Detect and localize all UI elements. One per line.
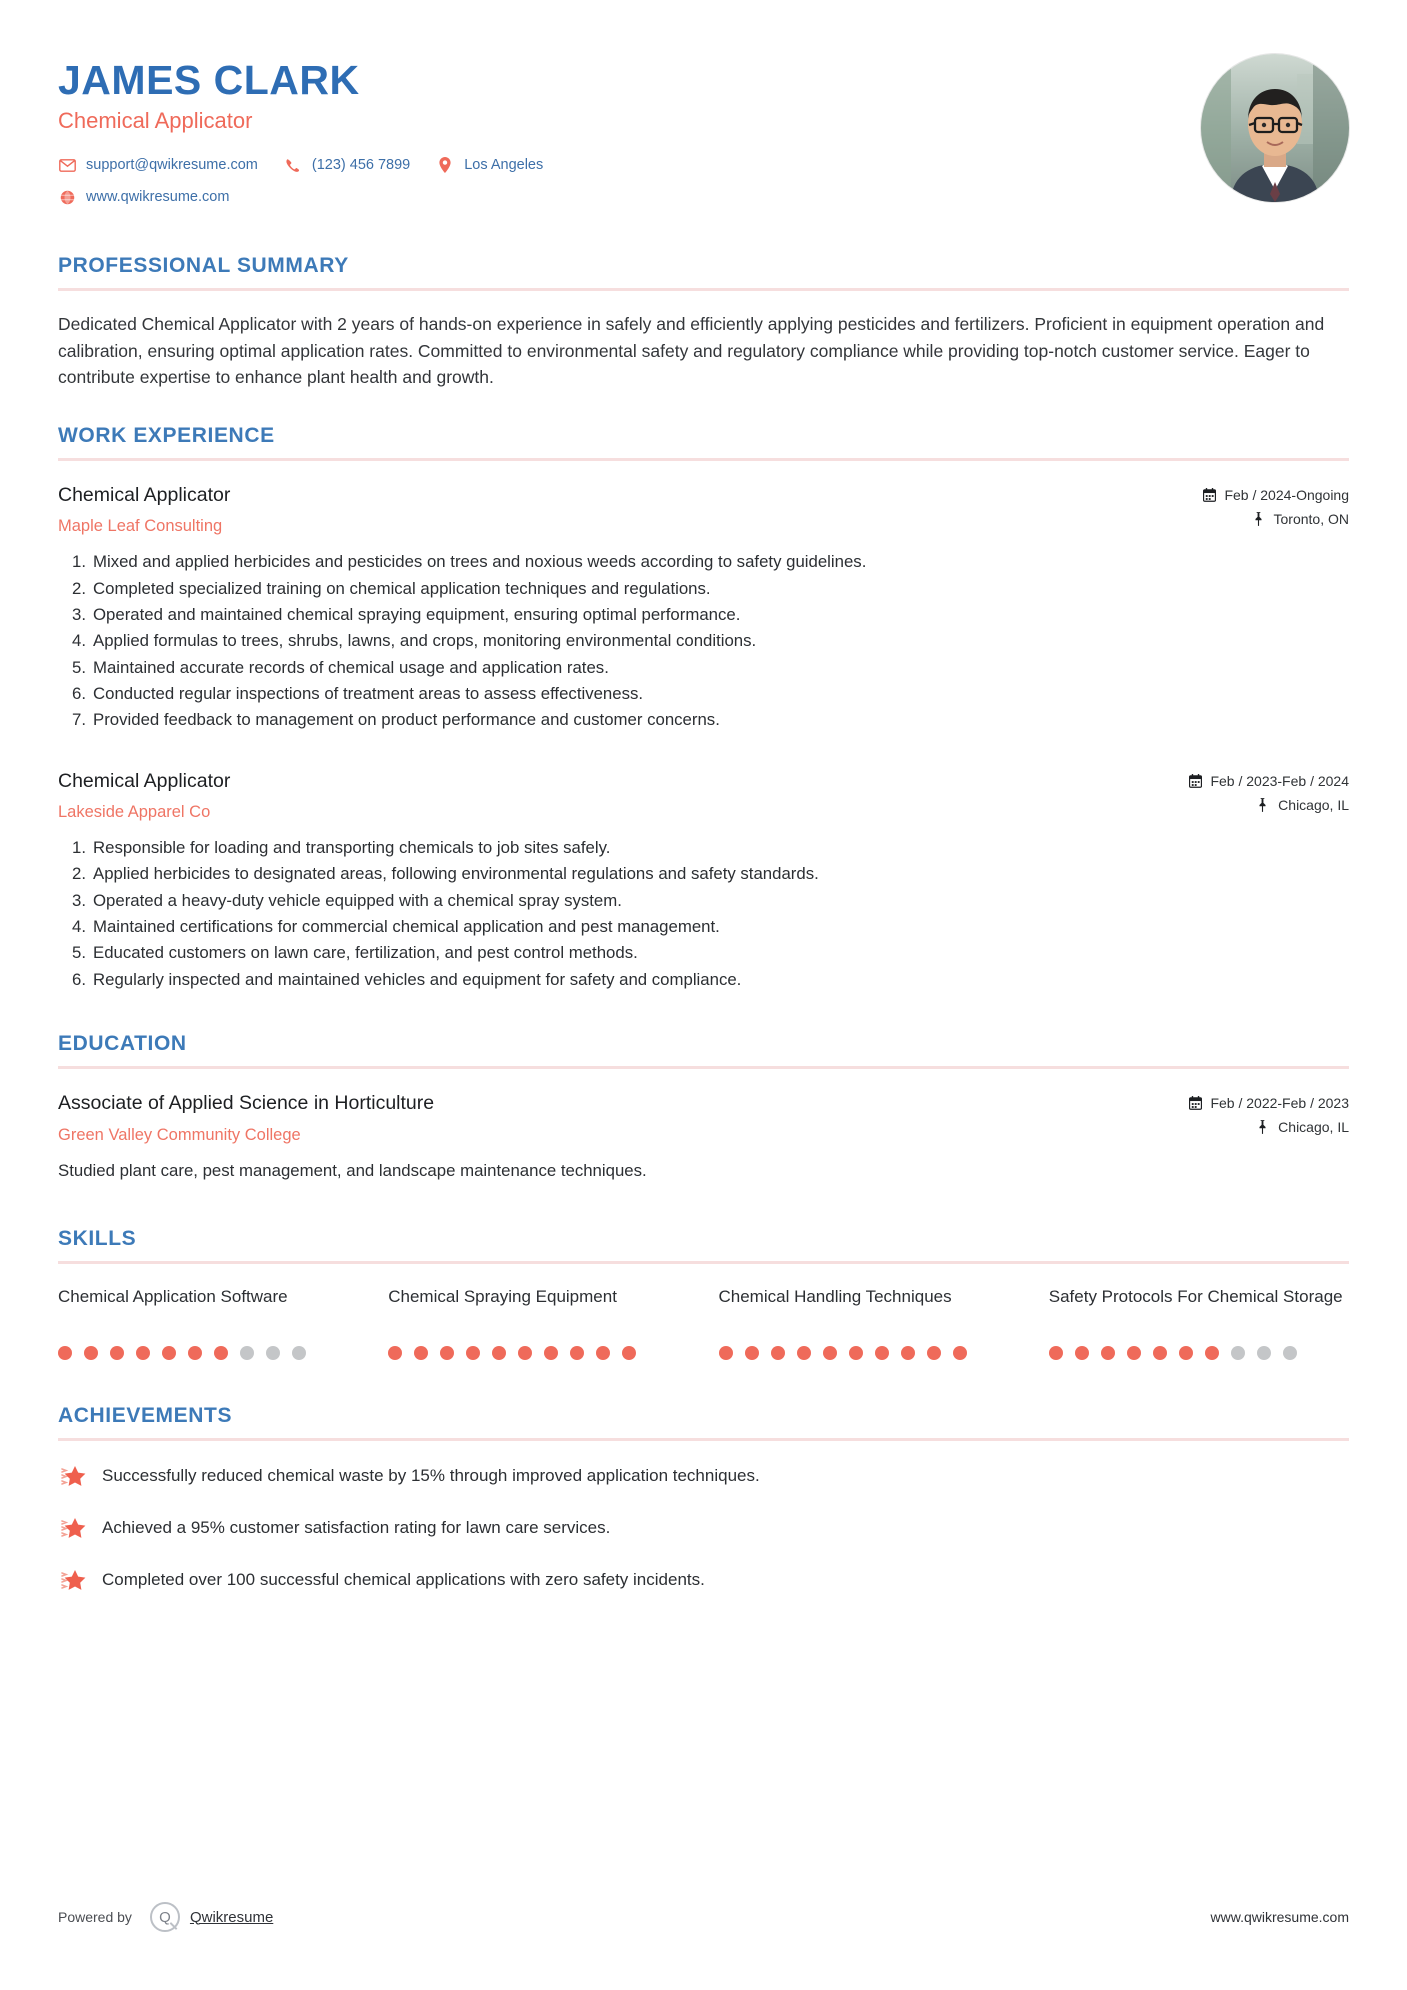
rating-dot-filled — [414, 1346, 428, 1360]
education-entry — [58, 1091, 1349, 1183]
bullet-text: Applied herbicides to designated areas, following environmental regulations and safety standards. — [93, 864, 819, 884]
bullet-text: Provided feedback to management on product performance and customer concerns. — [93, 710, 720, 730]
skill-item — [1049, 1286, 1349, 1360]
bullet-item — [58, 682, 1349, 706]
achievements-list — [58, 1461, 1349, 1595]
globe-icon — [58, 188, 76, 206]
work-date — [1189, 773, 1349, 789]
footer-brand-group — [58, 1902, 273, 1932]
skills-grid — [58, 1286, 1349, 1360]
work-role: Chemical Applicator — [58, 484, 231, 507]
achievement-item — [58, 1565, 1349, 1595]
section-divider — [58, 458, 1349, 461]
rating-dot-filled — [1153, 1346, 1167, 1360]
footer-website[interactable]: www.qwikresume.com — [1210, 1909, 1349, 1925]
rating-dot-filled — [1127, 1346, 1141, 1360]
powered-by-label: Powered by — [58, 1909, 132, 1925]
section-title-summary: PROFESSIONAL SUMMARY — [58, 254, 349, 278]
contact-phone-text: (123) 456 7899 — [311, 157, 411, 174]
rating-dot-filled — [440, 1346, 454, 1360]
bullet-item — [58, 656, 1349, 680]
achievement-text: Completed over 100 successful chemical applications with zero safety incidents. — [102, 1569, 705, 1589]
bullet-item — [58, 862, 1349, 886]
rating-dot-filled — [771, 1346, 785, 1360]
work-date-text: Feb / 2023-Feb / 2024 — [1210, 772, 1349, 789]
bullet-item — [58, 577, 1349, 601]
work-entry-head — [58, 769, 1349, 822]
bullet-number: 4. — [72, 917, 86, 937]
work-role: Chemical Applicator — [58, 769, 231, 792]
resume-header — [58, 8, 1349, 220]
bullet-number: 5. — [72, 657, 86, 677]
rating-dot-empty — [1257, 1346, 1271, 1360]
contact-email[interactable] — [58, 156, 258, 174]
education-location-text: Chicago, IL — [1278, 1119, 1349, 1136]
education-date-text: Feb / 2022-Feb / 2023 — [1210, 1095, 1349, 1112]
rating-dot-filled — [492, 1346, 506, 1360]
bullet-number: 1. — [72, 552, 86, 572]
education-degree: Associate of Applied Science in Horticulture — [58, 1092, 435, 1115]
skill-label: Chemical Handling Techniques — [718, 1286, 952, 1306]
skill-item — [388, 1286, 688, 1360]
work-date-text: Feb / 2024-Ongoing — [1224, 487, 1349, 504]
education-entry-identity — [58, 1091, 1189, 1144]
work-entry-meta — [1189, 769, 1349, 821]
bullet-text: Educated customers on lawn care, fertilization, and pest control methods. — [93, 943, 638, 963]
brand-name-link[interactable]: Qwikresume — [189, 1908, 274, 1926]
rating-dot-filled — [162, 1346, 176, 1360]
bullet-item — [58, 603, 1349, 627]
work-bullets — [58, 550, 1349, 732]
rating-dot-filled — [719, 1346, 733, 1360]
bullet-item — [58, 629, 1349, 653]
bullet-text: Completed specialized training on chemical application techniques and regulations. — [93, 578, 711, 598]
bullet-text: Conducted regular inspections of treatment areas to assess effectiveness. — [93, 684, 644, 704]
education-institution: Green Valley Community College — [58, 1125, 301, 1144]
skill-item — [719, 1286, 1019, 1360]
education-date — [1189, 1095, 1349, 1111]
bullet-number: 2. — [72, 578, 86, 598]
rating-dot-filled — [58, 1346, 72, 1360]
rating-dot-filled — [388, 1346, 402, 1360]
section-divider — [58, 1066, 1349, 1069]
rating-dot-filled — [518, 1346, 532, 1360]
skill-rating — [388, 1346, 688, 1360]
rating-dot-filled — [823, 1346, 837, 1360]
skill-item — [58, 1286, 358, 1360]
section-education — [58, 1032, 1349, 1183]
contact-location-text: Los Angeles — [464, 157, 544, 174]
bullet-number: 1. — [72, 838, 86, 858]
rating-dot-filled — [1205, 1346, 1219, 1360]
bullet-text: Applied formulas to trees, shrubs, lawns, and crops, monitoring environmental conditions. — [93, 631, 757, 651]
calendar-icon — [1189, 774, 1203, 788]
section-title-work: WORK EXPERIENCE — [58, 424, 275, 448]
header-identity — [58, 50, 1201, 220]
rating-dot-filled — [797, 1346, 811, 1360]
contact-location — [436, 156, 543, 174]
calendar-icon — [1189, 1096, 1203, 1110]
section-divider — [58, 288, 1349, 291]
phone-icon — [284, 156, 302, 174]
work-company: Maple Leaf Consulting — [58, 517, 223, 536]
work-location — [1203, 511, 1349, 527]
work-entry-identity — [58, 483, 1203, 536]
section-title-skills: SKILLS — [58, 1226, 137, 1250]
work-company: Lakeside Apparel Co — [58, 803, 211, 822]
work-entry-identity — [58, 769, 1189, 822]
bullet-number: 3. — [72, 605, 86, 625]
bullet-number: 2. — [72, 864, 86, 884]
rating-dot-filled — [745, 1346, 759, 1360]
achievement-text: Successfully reduced chemical waste by 15% through improved application techniques. — [102, 1465, 760, 1485]
rating-dot-filled — [84, 1346, 98, 1360]
rating-dot-empty — [292, 1346, 306, 1360]
bullet-number: 6. — [72, 969, 86, 989]
skill-label: Chemical Spraying Equipment — [388, 1286, 617, 1306]
skill-label: Chemical Application Software — [58, 1286, 288, 1306]
rating-dot-filled — [214, 1346, 228, 1360]
work-location-text: Toronto, ON — [1273, 511, 1349, 528]
rating-dot-empty — [240, 1346, 254, 1360]
work-date — [1203, 487, 1349, 503]
rating-dot-filled — [136, 1346, 150, 1360]
bullet-text: Regularly inspected and maintained vehicles and equipment for safety and compliance. — [93, 969, 742, 989]
qwikresume-logo-icon: Q — [150, 1902, 180, 1932]
bullet-item — [58, 550, 1349, 574]
contact-website[interactable] — [58, 188, 229, 206]
bullet-text: Operated and maintained chemical spraying equipment, ensuring optimal performance. — [93, 605, 741, 625]
pin-icon — [1253, 512, 1267, 526]
section-divider — [58, 1438, 1349, 1441]
rating-dot-filled — [953, 1346, 967, 1360]
bullet-number: 7. — [72, 710, 86, 730]
work-location-text: Chicago, IL — [1278, 796, 1349, 813]
rating-dot-filled — [901, 1346, 915, 1360]
bullet-text: Maintained certifications for commercial chemical application and pest management. — [93, 917, 720, 937]
contact-email-text: support@qwikresume.com — [86, 157, 258, 174]
education-entry-meta — [1189, 1091, 1349, 1143]
contact-row-secondary — [58, 188, 1201, 206]
bullet-item — [58, 708, 1349, 732]
rating-dot-filled — [1101, 1346, 1115, 1360]
section-achievements — [58, 1404, 1349, 1595]
bullet-item — [58, 915, 1349, 939]
bullet-text: Responsible for loading and transporting chemicals to job sites safely. — [93, 838, 611, 858]
contact-details — [58, 156, 1201, 206]
section-title-education: EDUCATION — [58, 1032, 187, 1056]
bullet-number: 5. — [72, 943, 86, 963]
footer — [58, 1902, 1349, 1932]
bullet-item — [58, 836, 1349, 860]
rating-dot-filled — [544, 1346, 558, 1360]
section-title-achievements: ACHIEVEMENTS — [58, 1403, 233, 1427]
contact-website-text: www.qwikresume.com — [86, 189, 230, 206]
summary-text: Dedicated Chemical Applicator with 2 years of hands-on experience in safely and efficiently applying pesticides and fertilizers. Proficient in equipment operation and calibration, ensuring optimal application rates. Committed to environmental safety and regulatory compliance while providing top-notch customer service. Eager to contribute expertise to enhance plant health and growth. — [58, 314, 1325, 387]
bullet-item — [58, 968, 1349, 992]
bullet-number: 3. — [72, 890, 86, 910]
bullet-item — [58, 889, 1349, 913]
avatar — [1201, 54, 1349, 202]
rating-dot-filled — [596, 1346, 610, 1360]
star-badge-icon — [58, 1461, 88, 1491]
rating-dot-filled — [570, 1346, 584, 1360]
star-badge-icon — [58, 1513, 88, 1543]
rating-dot-filled — [622, 1346, 636, 1360]
section-skills — [58, 1227, 1349, 1360]
education-entry-head — [58, 1091, 1349, 1144]
rating-dot-empty — [266, 1346, 280, 1360]
work-bullets — [58, 836, 1349, 992]
bullet-number: 6. — [72, 684, 86, 704]
rating-dot-filled — [1075, 1346, 1089, 1360]
candidate-job-title: Chemical Applicator — [58, 108, 253, 134]
rating-dot-filled — [927, 1346, 941, 1360]
achievement-item — [58, 1461, 1349, 1491]
achievement-item — [58, 1513, 1349, 1543]
achievement-text: Achieved a 95% customer satisfaction rating for lawn care services. — [102, 1517, 611, 1537]
work-entry — [58, 483, 1349, 733]
pin-icon — [1257, 1120, 1271, 1134]
bullet-text: Mixed and applied herbicides and pesticides on trees and noxious weeds according to safety guidelines. — [93, 552, 867, 572]
skill-rating — [1049, 1346, 1349, 1360]
rating-dot-filled — [188, 1346, 202, 1360]
work-location — [1189, 797, 1349, 813]
work-entry-meta — [1203, 483, 1349, 535]
rating-dot-empty — [1231, 1346, 1245, 1360]
bullet-text: Operated a heavy-duty vehicle equipped with a chemical spray system. — [93, 890, 622, 910]
bullet-number: 4. — [72, 631, 86, 651]
rating-dot-filled — [466, 1346, 480, 1360]
rating-dot-filled — [875, 1346, 889, 1360]
education-description: Studied plant care, pest management, and landscape maintenance techniques. — [58, 1160, 647, 1180]
envelope-icon — [58, 156, 76, 174]
calendar-icon — [1203, 488, 1217, 502]
education-location — [1189, 1119, 1349, 1135]
map-pin-icon — [436, 156, 454, 174]
rating-dot-filled — [849, 1346, 863, 1360]
rating-dot-empty — [1283, 1346, 1297, 1360]
pin-icon — [1257, 798, 1271, 812]
contact-row-primary — [58, 156, 1201, 174]
star-badge-icon — [58, 1565, 88, 1595]
section-professional-summary — [58, 254, 1349, 390]
top-spacer — [58, 0, 1349, 8]
skill-rating — [719, 1346, 1019, 1360]
avatar-photo — [1201, 54, 1349, 202]
candidate-name: JAMES CLARK — [58, 57, 360, 103]
rating-dot-filled — [1179, 1346, 1193, 1360]
skill-rating — [58, 1346, 358, 1360]
work-entry — [58, 769, 1349, 992]
bullet-item — [58, 941, 1349, 965]
section-work-experience — [58, 424, 1349, 992]
rating-dot-filled — [110, 1346, 124, 1360]
work-entry-head — [58, 483, 1349, 536]
rating-dot-filled — [1049, 1346, 1063, 1360]
section-divider — [58, 1261, 1349, 1264]
bullet-text: Maintained accurate records of chemical usage and application rates. — [93, 657, 609, 677]
skill-label: Safety Protocols For Chemical Storage — [1048, 1286, 1343, 1306]
contact-phone[interactable] — [284, 156, 410, 174]
